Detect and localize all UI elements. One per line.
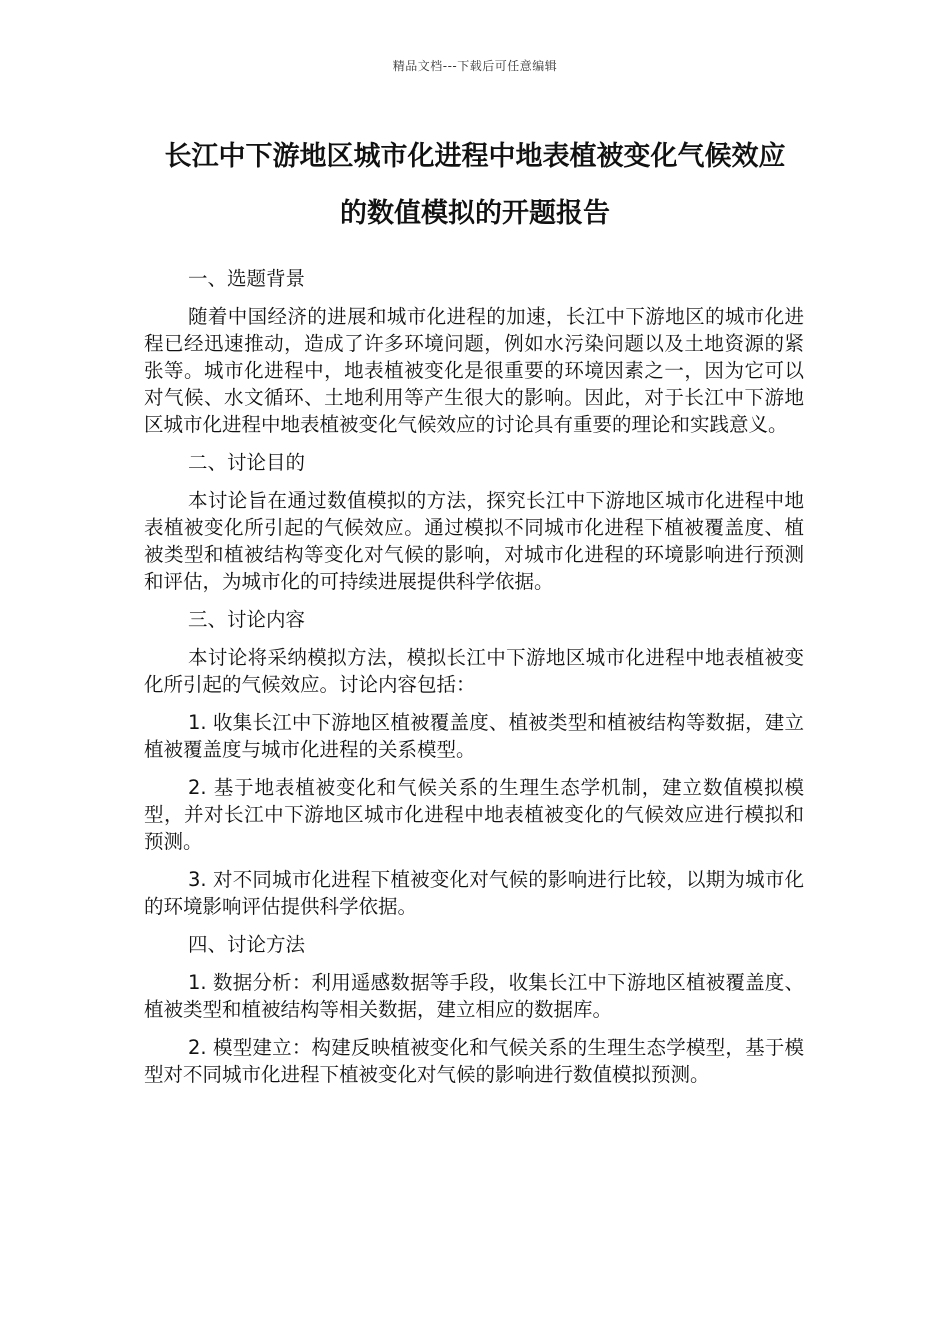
document-body [144, 265, 804, 1099]
list-item-content-2: 2. 基于地表植被变化和气候关系的生理生态学机制，建立数值模拟模型，并对长江中下游地区城市化进程中地表植被变化的气候效应进行模拟和预测。 [144, 776, 804, 853]
section-heading-methods: 四、讨论方法 [188, 933, 306, 956]
header-note: 精品文档---下载后可任意编辑 [392, 59, 558, 73]
title-line-1: 长江中下游地区城市化进程中地表植被变化气候效应 [164, 141, 786, 172]
list-item-method-1: 1. 数据分析：利用遥感数据等手段，收集长江中下游地区植被覆盖度、植被类型和植被结构等相关数据，建立相应的数据库。 [144, 971, 804, 1021]
paragraph-background: 随着中国经济的进展和城市化进程的加速，长江中下游地区的城市化进程已经迅速推动，造成了许多环境问题，例如水污染问题以及土地资源的紧张等。城市化进程中，地表植被变化是很重要的环境因素之一，因为它可以对气候、水文循环、土地利用等产生很大的影响。因此，对于长江中下游地区城市化进程中地表植被变化气候效应的讨论具有重要的理论和实践意义。 [144, 305, 804, 436]
list-item-method-2: 2. 模型建立：构建反映植被变化和气候关系的生理生态学模型，基于模型对不同城市化进程下植被变化对气候的影响进行数值模拟预测。 [144, 1036, 804, 1086]
paragraph-content-intro: 本讨论将采纳模拟方法，模拟长江中下游地区城市化进程中地表植被变化所引起的气候效应。讨论内容包括： [144, 646, 804, 696]
list-item-content-1: 1. 收集长江中下游地区植被覆盖度、植被类型和植被结构等数据，建立植被覆盖度与城市化进程的关系模型。 [144, 711, 804, 761]
title-line-2: 的数值模拟的开题报告 [340, 198, 610, 229]
list-item-content-3: 3. 对不同城市化进程下植被变化对气候的影响进行比较，以期为城市化的环境影响评估提供科学依据。 [144, 868, 804, 918]
section-heading-content: 三、讨论内容 [188, 608, 306, 631]
paragraph-purpose: 本讨论旨在通过数值模拟的方法，探究长江中下游地区城市化进程中地表植被变化所引起的气候效应。通过模拟不同城市化进程下植被覆盖度、植被类型和植被结构等变化对气候的影响，对城市化进程的环境影响进行预测和评估，为城市化的可持续进展提供科学依据。 [144, 489, 804, 593]
document-title [140, 128, 810, 242]
section-heading-background: 一、选题背景 [188, 267, 306, 290]
section-heading-purpose: 二、讨论目的 [188, 451, 306, 474]
